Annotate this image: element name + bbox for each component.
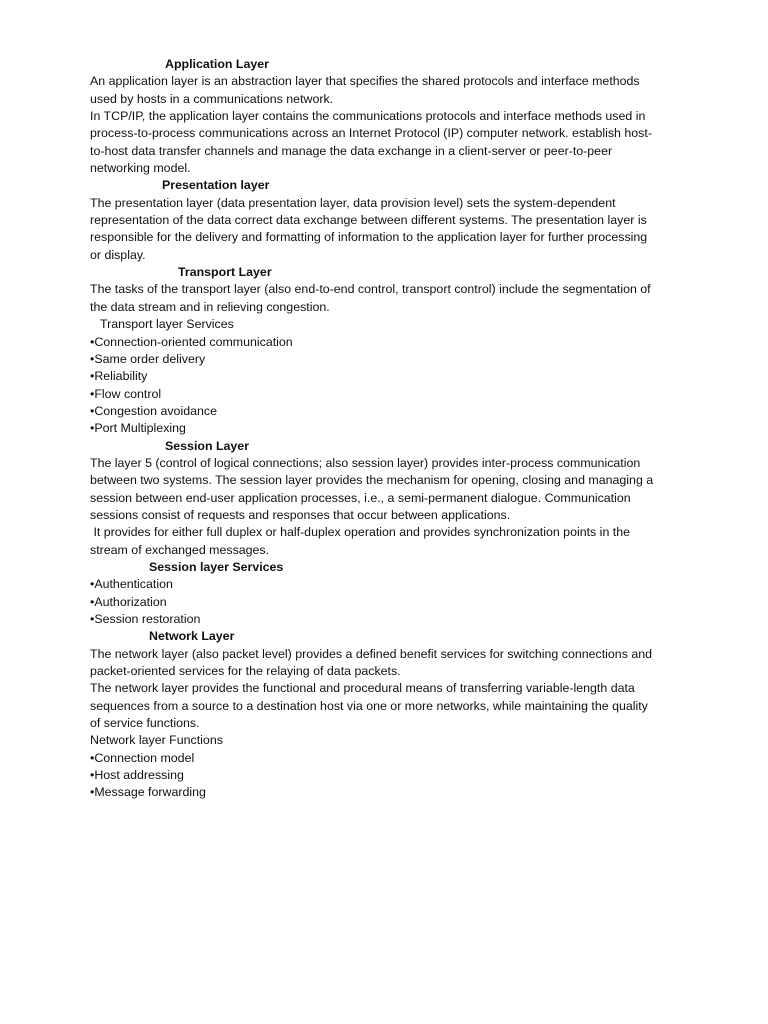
network-function-item: •Message forwarding — [90, 785, 206, 800]
session-paragraph-line: between two systems. The session layer provides the mechanism for opening, closing and managing a — [90, 473, 654, 488]
session-paragraph-line: stream of exchanged messages. — [90, 542, 270, 557]
document-page — [90, 56, 690, 802]
transport-services-title: Transport layer Services — [100, 317, 234, 332]
session-service-item: •Authentication — [90, 577, 173, 592]
application-paragraph-line: to-host data transfer channels and manage the data exchange in a client-server or peer-to-peer — [90, 143, 613, 158]
presentation-paragraph-line: representation of the data correct data exchange between different systems. The presentation layer is — [90, 213, 647, 228]
network-paragraph-line: The network layer provides the functional and procedural means of transferring variable-length data — [90, 681, 635, 696]
presentation-paragraph-line: responsible for the delivery and formatting of information to the application layer for further processing — [90, 230, 648, 245]
transport-layer-heading: Transport Layer — [178, 265, 272, 280]
session-paragraph-line: sessions consist of requests and responses that occur between applications. — [90, 507, 511, 522]
network-paragraph-line: of service functions. — [90, 716, 200, 731]
transport-service-item: •Port Multiplexing — [90, 421, 186, 436]
transport-service-item: •Same order delivery — [90, 351, 206, 366]
network-paragraph-line: packet-oriented services for the relaying of data packets. — [90, 664, 401, 679]
network-function-item: •Connection model — [90, 750, 195, 765]
session-paragraph-line: session between end-user application processes, i.e., a semi-permanent dialogue. Communication — [90, 490, 631, 505]
session-layer-heading: Session Layer — [165, 438, 250, 453]
network-function-item: •Host addressing — [90, 768, 184, 783]
transport-paragraph-line: The tasks of the transport layer (also end-to-end control, transport control) include the segmentation of — [90, 282, 651, 297]
presentation-paragraph-line: The presentation layer (data presentation layer, data provision level) sets the system-dependent — [90, 195, 616, 210]
presentation-layer-heading: Presentation layer — [162, 178, 270, 193]
transport-service-item: •Flow control — [90, 386, 162, 401]
session-services-heading: Session layer Services — [149, 559, 284, 574]
session-service-item: •Authorization — [90, 594, 167, 609]
network-paragraph-line: sequences from a source to a destination host via one or more networks, while maintaining the quality — [90, 698, 648, 713]
application-paragraph-line: In TCP/IP, the application layer contains the communications protocols and interface methods used in — [90, 109, 646, 124]
application-paragraph-line: An application layer is an abstraction layer that specifies the shared protocols and interface methods — [90, 74, 640, 89]
application-layer-heading: Application Layer — [165, 57, 269, 71]
application-paragraph-line: used by hosts in a communications network. — [90, 91, 334, 106]
session-service-item: •Session restoration — [90, 612, 201, 626]
session-paragraph-line: The layer 5 (control of logical connections; also session layer) provides inter-process communication — [90, 455, 641, 470]
transport-service-item: •Congestion avoidance — [90, 403, 217, 418]
application-paragraph-line: process-to-process communications across an Internet Protocol (IP) computer network. establish host- — [90, 126, 652, 141]
transport-paragraph-line: the data stream and in relieving congestion. — [90, 299, 330, 314]
application-paragraph-line: networking model. — [90, 161, 191, 176]
transport-service-item: •Connection-oriented communication — [90, 334, 293, 349]
network-layer-heading: Network Layer — [149, 629, 235, 644]
network-functions-title: Network layer Functions — [90, 733, 223, 748]
presentation-paragraph-line: or display. — [90, 247, 146, 262]
session-paragraph-line: It provides for either full duplex or half-duplex operation and provides synchronization points in the — [90, 525, 630, 540]
transport-service-item: •Reliability — [90, 369, 148, 384]
network-paragraph-line: The network layer (also packet level) provides a defined benefit services for switching connections and — [90, 646, 653, 661]
